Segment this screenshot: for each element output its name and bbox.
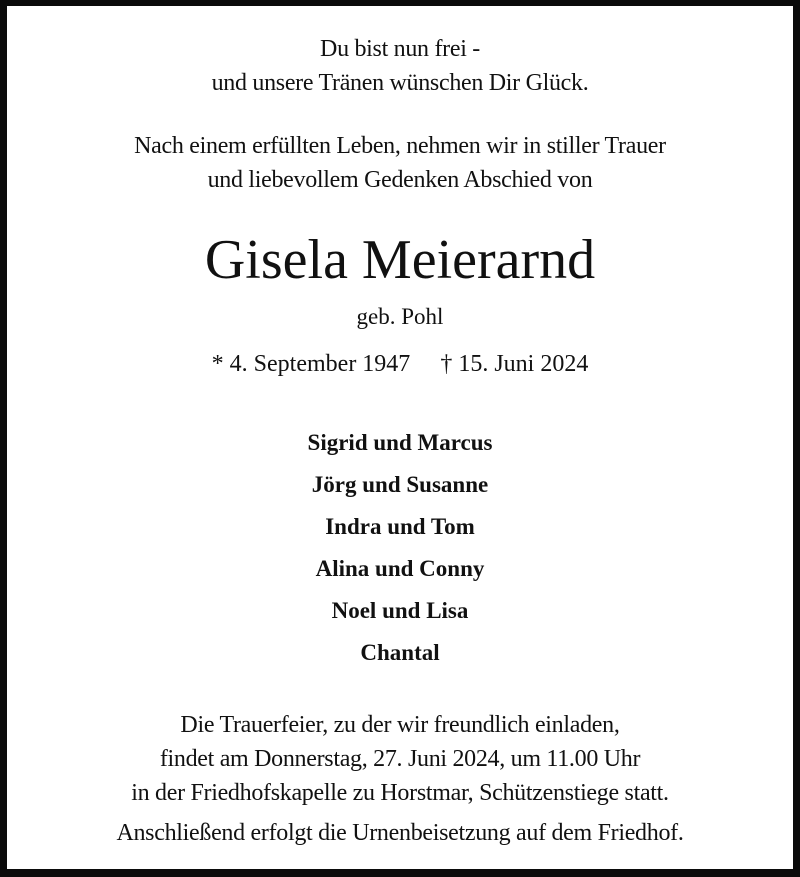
- mourner-2: Jörg und Susanne: [311, 472, 489, 497]
- service-line-1: Die Trauerfeier, zu der wir freundlich einladen,: [180, 712, 620, 738]
- mourner-1: Sigrid und Marcus: [307, 430, 493, 455]
- deceased-name: Gisela Meierarnd: [204, 229, 596, 291]
- intro-line-1: Nach einem erfüllten Leben, nehmen wir in stiller Trauer: [134, 133, 666, 159]
- service-line-3: in der Friedhofskapelle zu Horstmar, Schützenstiege statt.: [131, 780, 669, 806]
- maiden-name: geb. Pohl: [356, 304, 444, 329]
- mourner-5: Noel und Lisa: [331, 598, 469, 623]
- mourner-4: Alina und Conny: [315, 556, 485, 581]
- verse-line-2: und unsere Tränen wünschen Dir Glück.: [211, 70, 589, 96]
- mourner-3: Indra und Tom: [325, 514, 475, 539]
- life-dates: [7, 351, 793, 378]
- death-date: † 15. Juni 2024: [440, 351, 589, 377]
- intro-line-2: und liebevollem Gedenken Abschied von: [207, 167, 593, 193]
- verse-line-1: Du bist nun frei -: [320, 36, 480, 62]
- service-line-2: findet am Donnerstag, 27. Juni 2024, um 11.00 Uhr: [159, 746, 641, 772]
- birth-date: * 4. September 1947: [211, 351, 411, 377]
- mourner-6: Chantal: [360, 640, 440, 665]
- service-line-4: Anschließend erfolgt die Urnenbeisetzung auf dem Friedhof.: [116, 820, 684, 846]
